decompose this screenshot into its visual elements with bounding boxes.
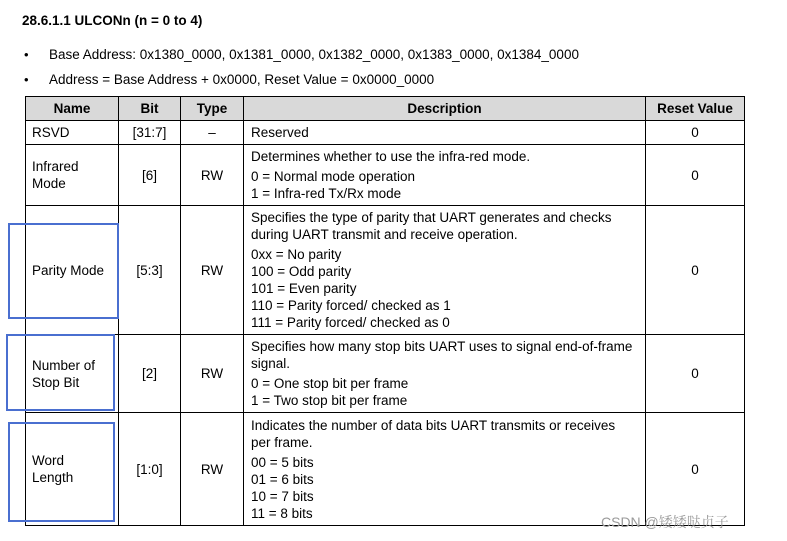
- table-row: [26, 121, 745, 145]
- register-table: [25, 96, 745, 526]
- field-name: Infrared Mode: [26, 145, 119, 206]
- column-header-bit: Bit: [119, 97, 181, 121]
- column-header-reset-value: Reset Value: [646, 97, 745, 121]
- highlight-box-word-length: [8, 422, 115, 522]
- field-bit: [1:0]: [119, 413, 181, 526]
- field-reset-value: 0: [646, 413, 745, 526]
- field-reset-value: 0: [646, 335, 745, 413]
- field-type: RW: [181, 145, 244, 206]
- table-header-row: [26, 97, 745, 121]
- field-bit: [5:3]: [119, 206, 181, 335]
- field-name: Number of Stop Bit: [26, 335, 119, 413]
- list-item: • Address = Base Address + 0x0000, Reset Value = 0x0000_0000: [22, 70, 579, 95]
- list-item: • Base Address: 0x1380_0000, 0x1381_0000, 0x1382_0000, 0x1383_0000, 0x1384_0000: [22, 45, 579, 70]
- field-description: Specifies the type of parity that UART generates and checks during UART transmit and receive operation. 0xx = No parity 100 = Odd parity 101 = Even parity 110 = Parity forced/ checked as 1 111 = Parity forced/ checked as 0: [244, 206, 646, 335]
- table-row: [26, 413, 745, 526]
- bullet-icon: •: [24, 47, 29, 62]
- field-type: RW: [181, 335, 244, 413]
- field-name: RSVD: [26, 121, 119, 145]
- column-header-type: Type: [181, 97, 244, 121]
- highlight-box-stop-bit: [6, 334, 115, 411]
- field-bit: [31:7]: [119, 121, 181, 145]
- field-description: Reserved: [244, 121, 646, 145]
- field-name: Word Length: [26, 413, 119, 526]
- field-reset-value: 0: [646, 121, 745, 145]
- field-description: Specifies how many stop bits UART uses to signal end-of-frame signal. 0 = One stop bit per frame 1 = Two stop bit per frame: [244, 335, 646, 413]
- watermark: CSDN @矮矮哒贞子: [601, 514, 729, 530]
- field-type: RW: [181, 206, 244, 335]
- field-description: Indicates the number of data bits UART transmits or receives per frame. 00 = 5 bits 01 = 6 bits 10 = 7 bits 11 = 8 bits: [244, 413, 646, 526]
- field-bit: [2]: [119, 335, 181, 413]
- section-heading: 28.6.1.1 ULCONn (n = 0 to 4): [22, 13, 203, 28]
- field-type: RW: [181, 413, 244, 526]
- field-bit: [6]: [119, 145, 181, 206]
- field-type: –: [181, 121, 244, 145]
- column-header-description: Description: [244, 97, 646, 121]
- highlight-box-parity-mode: [8, 223, 119, 319]
- table-row: [26, 335, 745, 413]
- table-row: [26, 145, 745, 206]
- field-reset-value: 0: [646, 206, 745, 335]
- table-row: [26, 206, 745, 335]
- field-description: Determines whether to use the infra-red mode. 0 = Normal mode operation 1 = Infra-red Tx/Rx mode: [244, 145, 646, 206]
- field-reset-value: 0: [646, 145, 745, 206]
- address-list: [22, 45, 579, 95]
- column-header-name: Name: [26, 97, 119, 121]
- field-name: Parity Mode: [26, 206, 119, 335]
- bullet-icon: •: [24, 72, 29, 87]
